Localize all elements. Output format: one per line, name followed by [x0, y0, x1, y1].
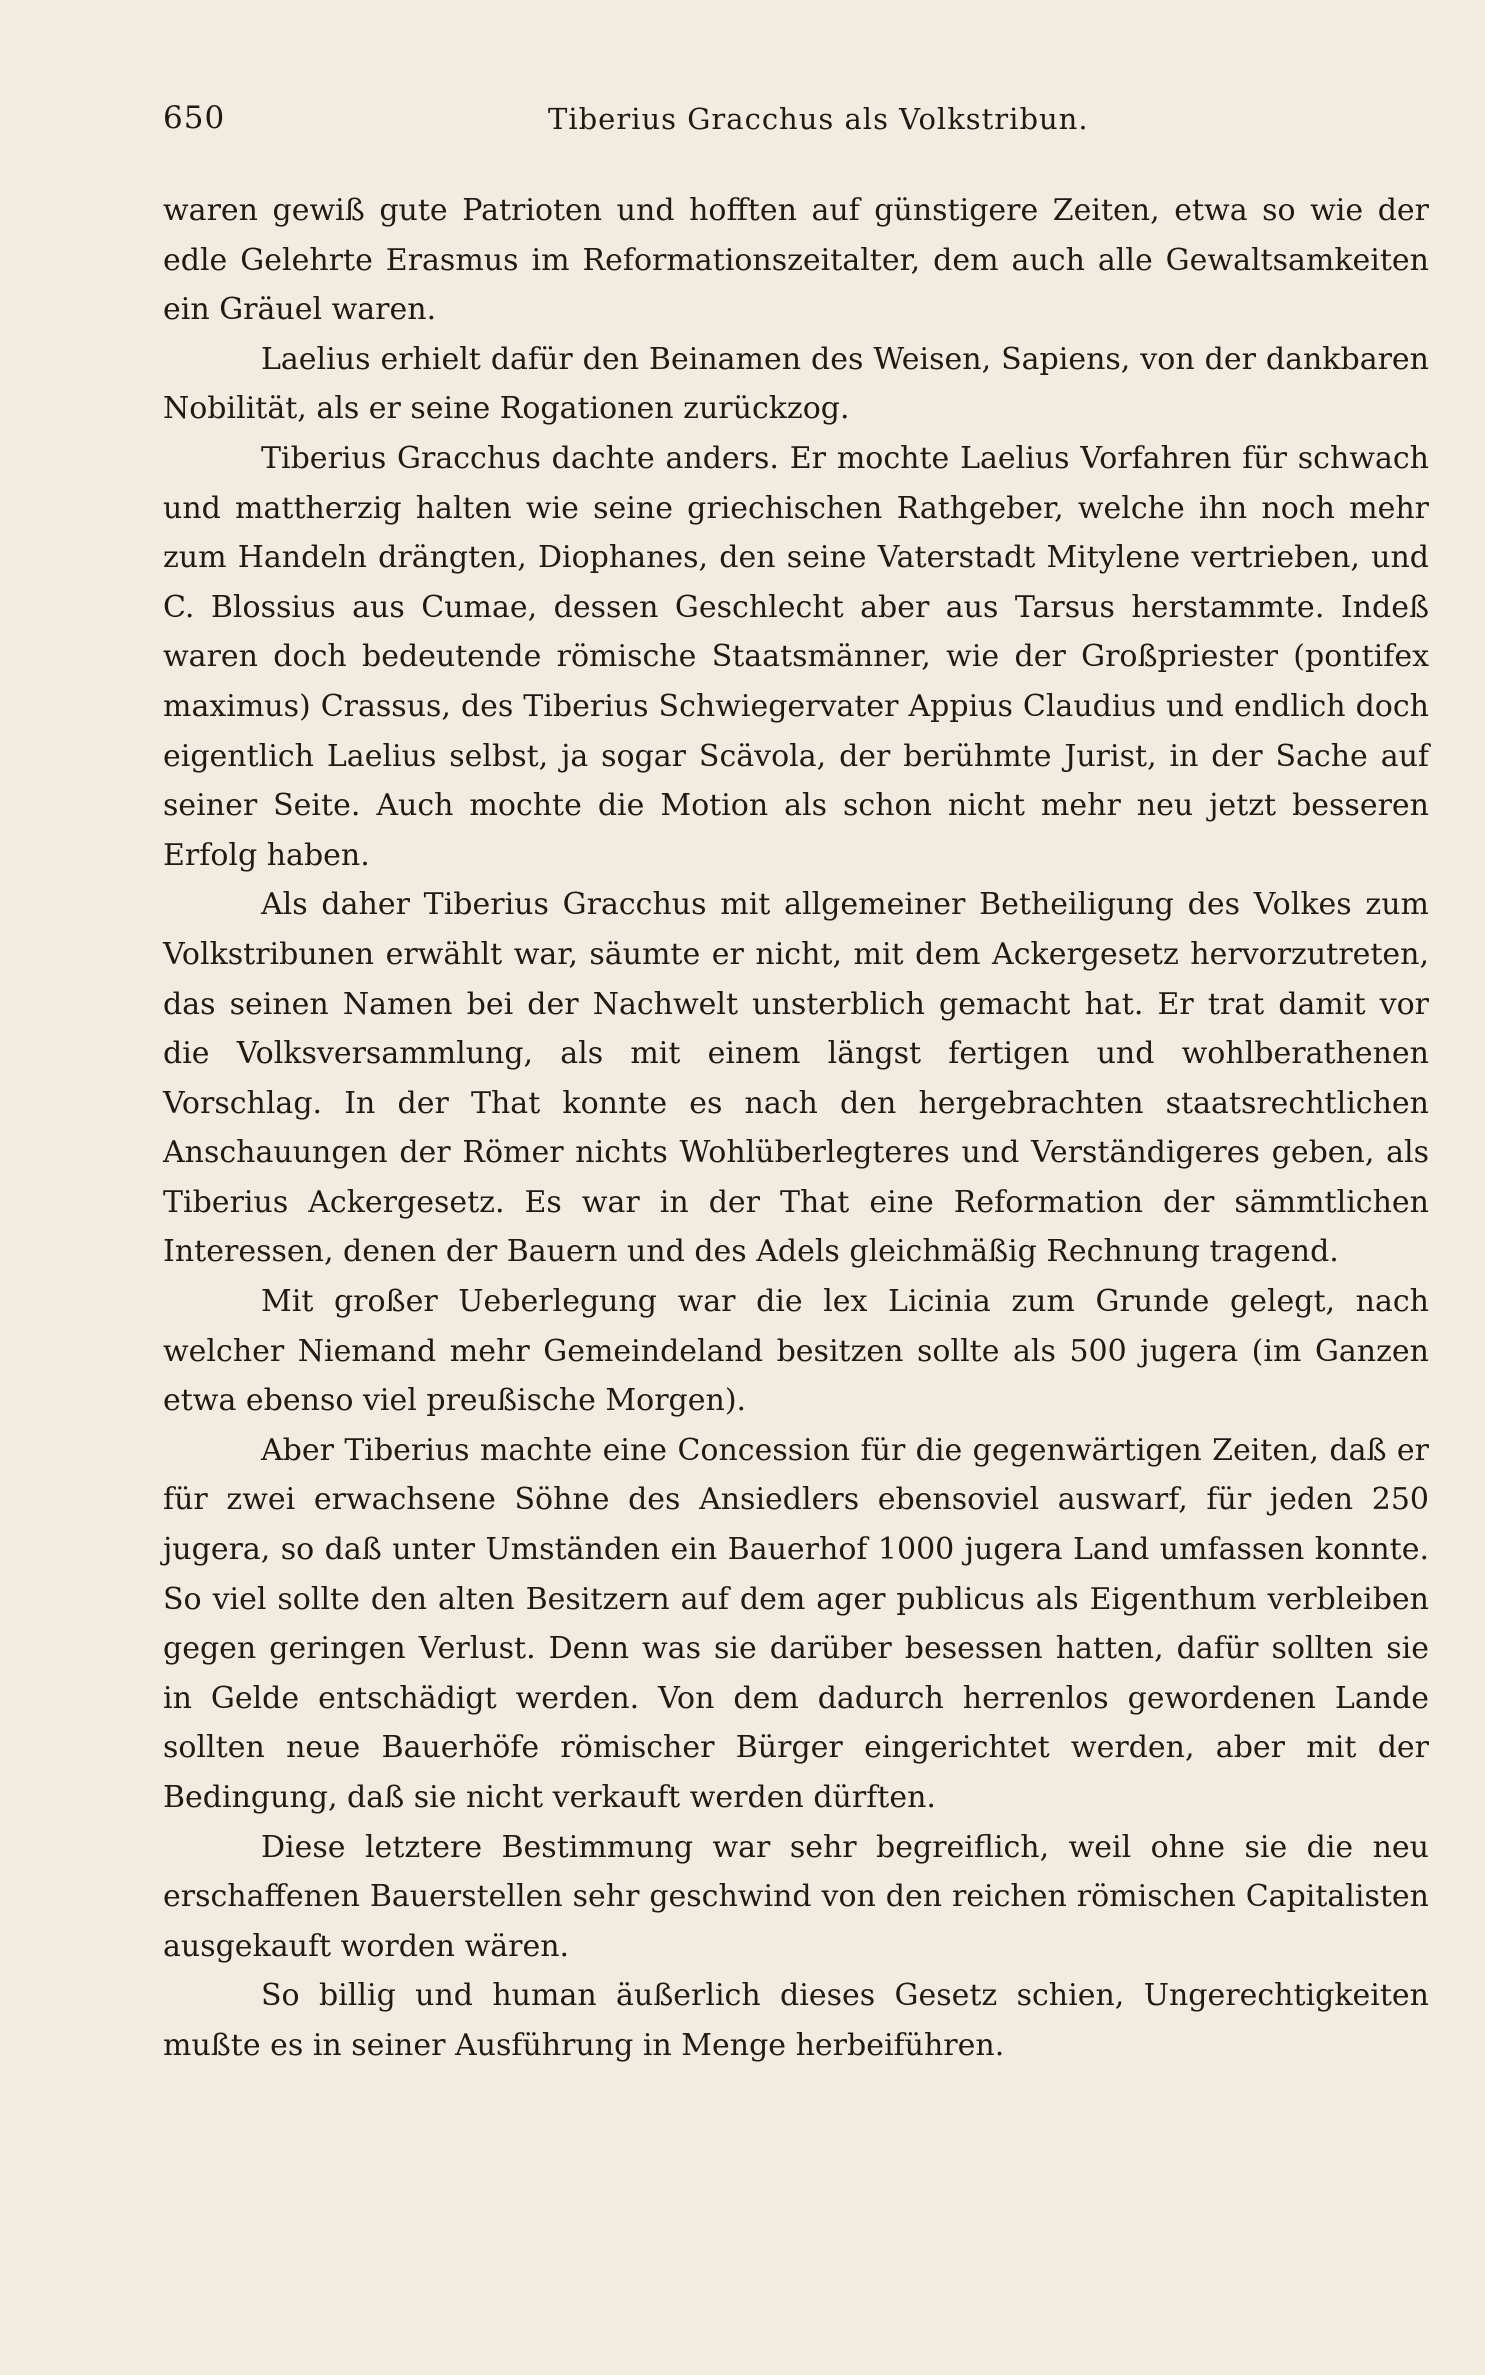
paragraph: Aber Tiberius machte eine Concession für die gegenwärtigen Zeiten, daß er für zwei erwachsene Söhne des Ansiedlers ebensoviel auswarf, für jeden 250 jugera, so daß unter Umständen ein Bauerhof 1000 jugera Land umfassen konnte. So viel sollte den alten Besitzern auf dem ager publicus als Eigenthum verbleiben gegen geringen Verlust. Denn was sie darüber besessen hatten, dafür sollten sie in Gelde entschädigt werden. Von dem dadurch herrenlos gewordenen Lande sollten neue Bauerhöfe römischer Bürger eingerichtet werden, aber mit der Bedingung, daß sie nicht verkauft werden dürften. — [163, 1432, 1429, 1815]
paragraph: Laelius erhielt dafür den Beinamen des Weisen, Sapiens, von der dankbaren Nobilität, als er seine Rogationen zurückzog. — [163, 341, 1429, 427]
paragraph: Diese letztere Bestimmung war sehr begreiflich, weil ohne sie die neu erschaffenen Bauerstellen sehr geschwind von den reichen römischen Capitalisten ausgekauft worden wären. — [163, 1829, 1429, 1964]
running-title: Tiberius Gracchus als Volkstribun. — [548, 102, 1089, 136]
page-number: 650 — [163, 100, 226, 136]
paragraph: waren gewiß gute Patrioten und hofften auf günstigere Zeiten, etwa so wie der edle Gelehrte Erasmus im Reformationszeitalter, dem auch alle Gewaltsamkeiten ein Gräuel waren. — [163, 193, 1429, 328]
paragraph: So billig und human äußerlich dieses Gesetz schien, Ungerechtigkeiten mußte es in seiner Ausführung in Menge herbeiführen. — [163, 1978, 1429, 2063]
paragraph: Tiberius Gracchus dachte anders. Er mochte Laelius Vorfahren für schwach und mattherzig halten wie seine griechischen Rathgeber, welche ihn noch mehr zum Handeln drängten, Diophanes, den seine Vaterstadt Mitylene vertrieben, und C. Blossius aus Cumae, dessen Geschlecht aber aus Tarsus herstammte. Indeß waren doch bedeutende römische Staatsmänner, wie der Großpriester (pontifex maximus) Crassus, des Tiberius Schwiegervater Appius Claudius und endlich doch eigentlich Laelius selbst, ja sogar Scävola, der berühmte Jurist, in der Sache auf seiner Seite. Auch mochte die Motion als schon nicht mehr neu jetzt besseren Erfolg haben. — [163, 440, 1429, 873]
paragraph: Als daher Tiberius Gracchus mit allgemeiner Betheiligung des Volkes zum Volkstribunen erwählt war, säumte er nicht, mit dem Ackergesetz hervorzutreten, das seinen Namen bei der Nachwelt unsterblich gemacht hat. Er trat damit vor die Volksversammlung, als mit einem längst fertigen und wohlberathenen Vorschlag. In der That konnte es nach den hergebrachten staatsrechtlichen Anschauungen der Römer nichts Wohlüberlegteres und Verständigeres geben, als Tiberius Ackergesetz. Es war in der That eine Reformation der sämmtlichen Interessen, denen der Bauern und des Adels gleichmäßig Rechnung tragend. — [163, 887, 1429, 1270]
body-text — [163, 186, 1429, 2071]
paragraph: Mit großer Ueberlegung war die lex Licinia zum Grunde gelegt, nach welcher Niemand mehr Gemeindeland besitzen sollte als 500 jugera (im Ganzen etwa ebenso viel preußische Morgen). — [163, 1284, 1429, 1419]
page-header — [163, 100, 1429, 150]
